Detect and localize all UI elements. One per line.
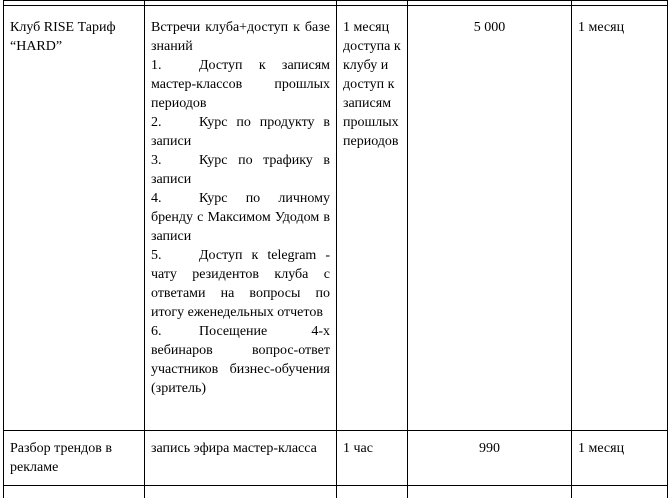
access-duration: 1 месяц xyxy=(578,441,624,456)
price-value: 990 xyxy=(479,441,500,456)
cell-description xyxy=(145,431,337,486)
cell-period xyxy=(337,6,408,431)
cell-price xyxy=(408,6,572,431)
item-text: Доступ к telegram - чату резидентов клуба с ответами на вопросы по итогу еженедельных отчетов xyxy=(151,248,330,320)
product-name: Клуб RISE Тариф “HARD” xyxy=(10,20,116,54)
product-name: Разбор трендов в рекламе xyxy=(10,441,112,475)
table-next-row-partial xyxy=(4,486,668,498)
cell-product-name xyxy=(4,431,145,486)
item-text: Курс по продукту в записи xyxy=(151,115,330,149)
price-value: 5 000 xyxy=(474,20,506,35)
description-item xyxy=(151,189,330,246)
table-row-trends-review xyxy=(4,431,668,486)
cell-description xyxy=(145,6,337,431)
item-number: 3. xyxy=(151,151,199,170)
item-text: Курс по личному бренду с Максимом Удодом в записи xyxy=(151,191,330,244)
pricing-table xyxy=(3,0,668,498)
item-text: Доступ к записям мастер-классов прошлых периодов xyxy=(151,58,330,111)
item-number: 1. xyxy=(151,56,199,75)
period-text: 1 час xyxy=(343,441,373,456)
item-number: 2. xyxy=(151,113,199,132)
item-number: 4. xyxy=(151,189,199,208)
item-text: Курс по трафику в записи xyxy=(151,153,330,187)
description-item xyxy=(151,246,330,322)
description-text: запись эфира мастер-класса xyxy=(151,441,317,456)
cell-access-duration xyxy=(572,6,668,431)
item-text: Посещение 4-х вебинаров вопрос-ответ участников бизнес-обучения (зритель) xyxy=(151,324,330,396)
cell-product-name xyxy=(4,6,145,431)
period-text: 1 месяц доступа к клубу и доступ к записям прошлых периодов xyxy=(343,20,401,149)
description-intro: Встречи клуба+доступ к базе знаний xyxy=(151,18,330,56)
description-item xyxy=(151,113,330,151)
cell-access-duration xyxy=(572,431,668,486)
access-duration: 1 месяц xyxy=(578,20,624,35)
item-number: 5. xyxy=(151,246,199,265)
description-item xyxy=(151,322,330,398)
description-item xyxy=(151,151,330,189)
cell-period xyxy=(337,431,408,486)
table-row-club-rise-hard xyxy=(4,6,668,431)
description-item xyxy=(151,56,330,113)
item-number: 6. xyxy=(151,322,199,341)
cell-price xyxy=(408,431,572,486)
